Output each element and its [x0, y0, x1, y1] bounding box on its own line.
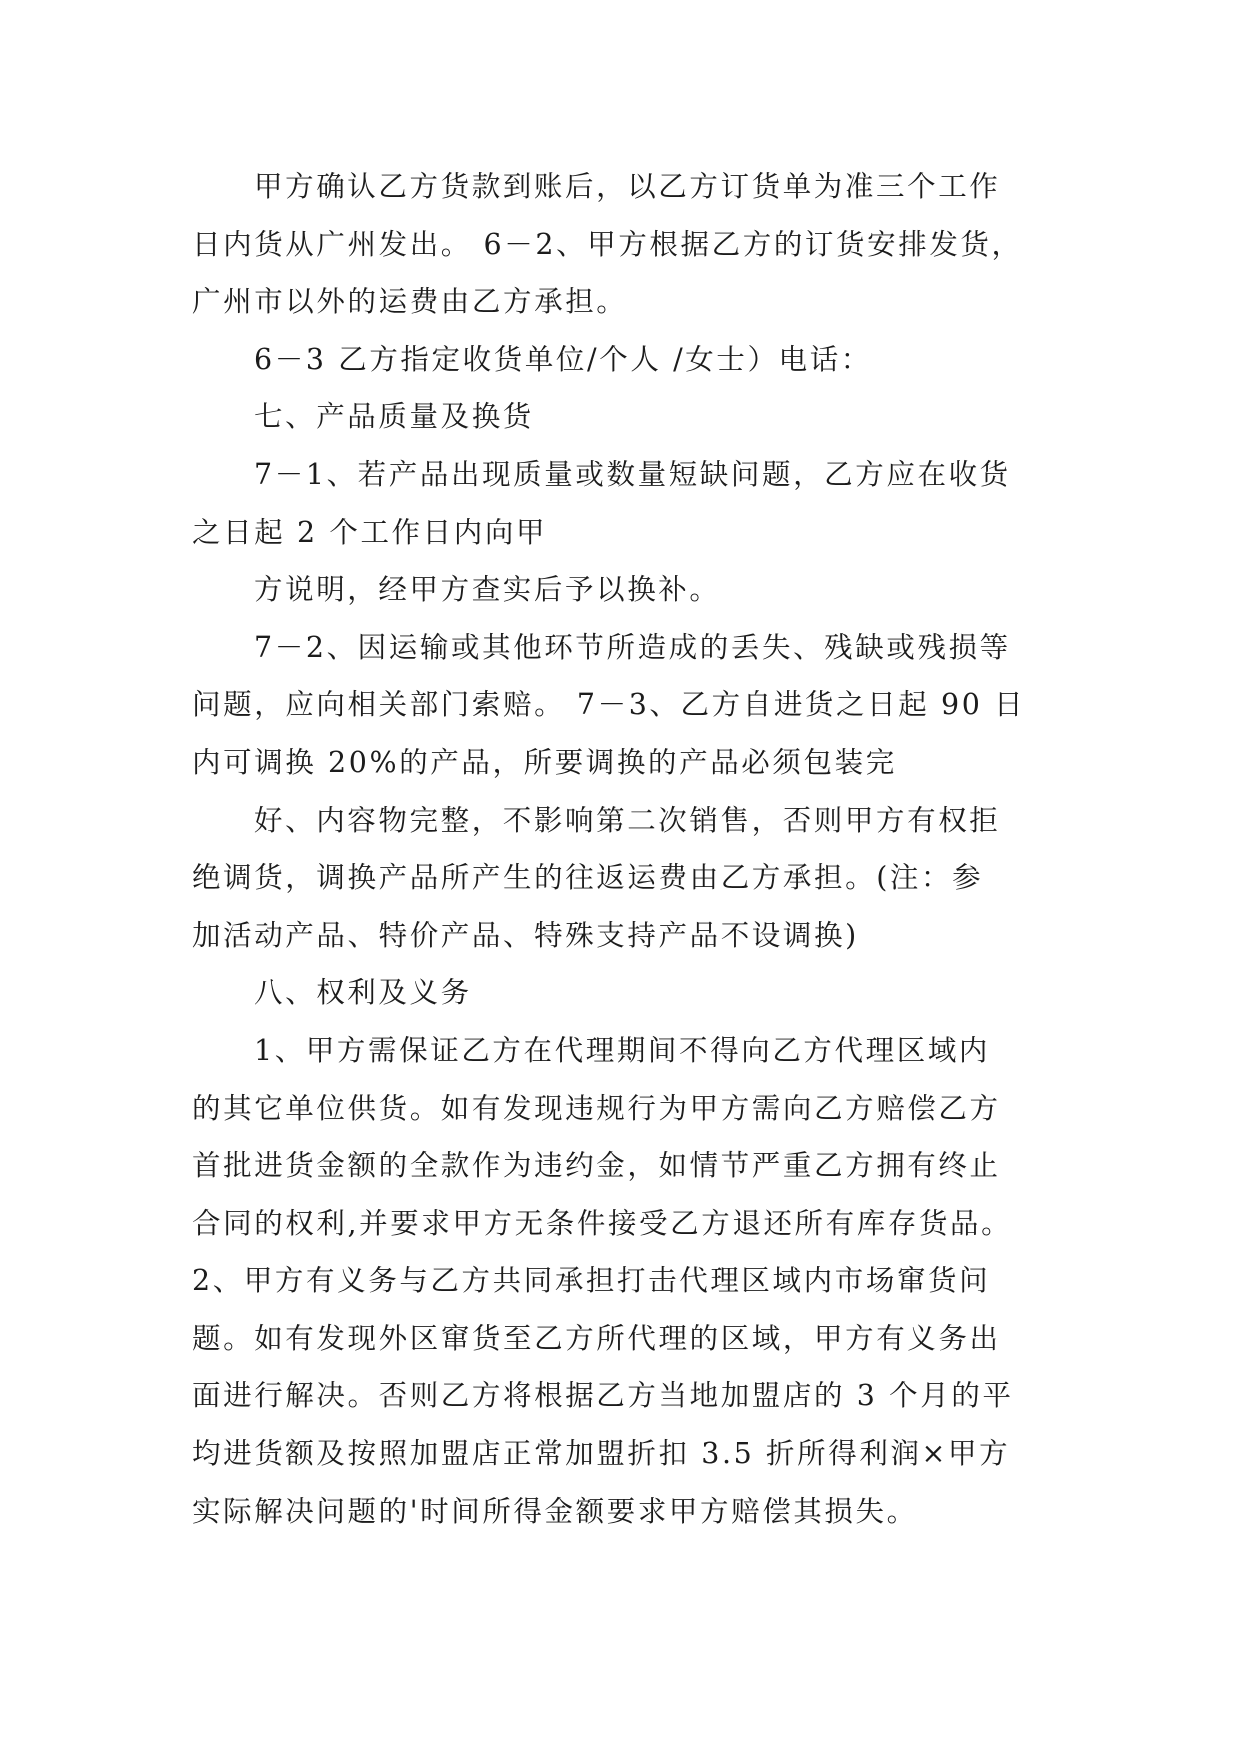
text-line: 均进货额及按照加盟店正常加盟折扣 3.5 折所得利润×甲方 — [192, 1437, 1011, 1471]
text-line: 7－2、因运输或其他环节所造成的丢失、残缺或残损等 — [254, 630, 1011, 664]
text-line: 甲方确认乙方货款到账后，以乙方订货单为准三个工作 — [254, 170, 1001, 203]
text-line: 问题，应向相关部门索赔。 7－3、乙方自进货之日起 90 日 — [192, 688, 1026, 722]
text-line: 2、甲方有义务与乙方共同承担打击代理区域内市场窜货问 — [192, 1264, 991, 1298]
section-heading: 七、产品质量及换货 — [254, 400, 534, 434]
text-line: 绝调货，调换产品所产生的往返运费由乙方承担。(注：参 — [192, 861, 984, 895]
text-line: 首批进货金额的全款作为违约金，如情节严重乙方拥有终止 — [192, 1149, 1001, 1183]
text-line: 合同的权利,并要求甲方无条件接受乙方退还所有库存货品。 — [192, 1206, 1013, 1240]
text-line: 加活动产品、特价产品、特殊支持产品不设调换) — [192, 918, 859, 952]
text-line: 方说明，经甲方查实后予以换补。 — [254, 573, 721, 607]
document-body — [192, 158, 1072, 1540]
text-line: 广州市以外的运费由乙方承担。 — [192, 285, 628, 319]
text-line: 题。如有发现外区窜货至乙方所代理的区域，甲方有义务出 — [192, 1321, 1001, 1355]
text-line: 之日起 2 个工作日内向甲 — [192, 515, 548, 549]
section-heading: 八、权利及义务 — [254, 976, 472, 1010]
text-line: 好、内容物完整，不影响第二次销售，否则甲方有权拒 — [254, 803, 1001, 837]
text-line: 日内货从广州发出。 6－2、甲方根据乙方的订货安排发货， — [192, 227, 1023, 261]
text-line: 的其它单位供货。如有发现违规行为甲方需向乙方赔偿乙方 — [192, 1091, 1001, 1125]
text-line: 面进行解决。否则乙方将根据乙方当地加盟店的 3 个月的平 — [192, 1379, 1014, 1413]
text-line: 6－3 乙方指定收货单位/个人 /女士）电话： — [254, 342, 872, 376]
text-line: 内可调换 20%的产品，所要调换的产品必须包装完 — [192, 745, 897, 779]
text-line: 实际解决问题的'时间所得金额要求甲方赔偿其损失。 — [192, 1494, 918, 1528]
text-line: 7－1、若产品出现质量或数量短缺问题，乙方应在收货 — [254, 457, 1011, 491]
text-line: 1、甲方需保证乙方在代理期间不得向乙方代理区域内 — [254, 1033, 991, 1067]
